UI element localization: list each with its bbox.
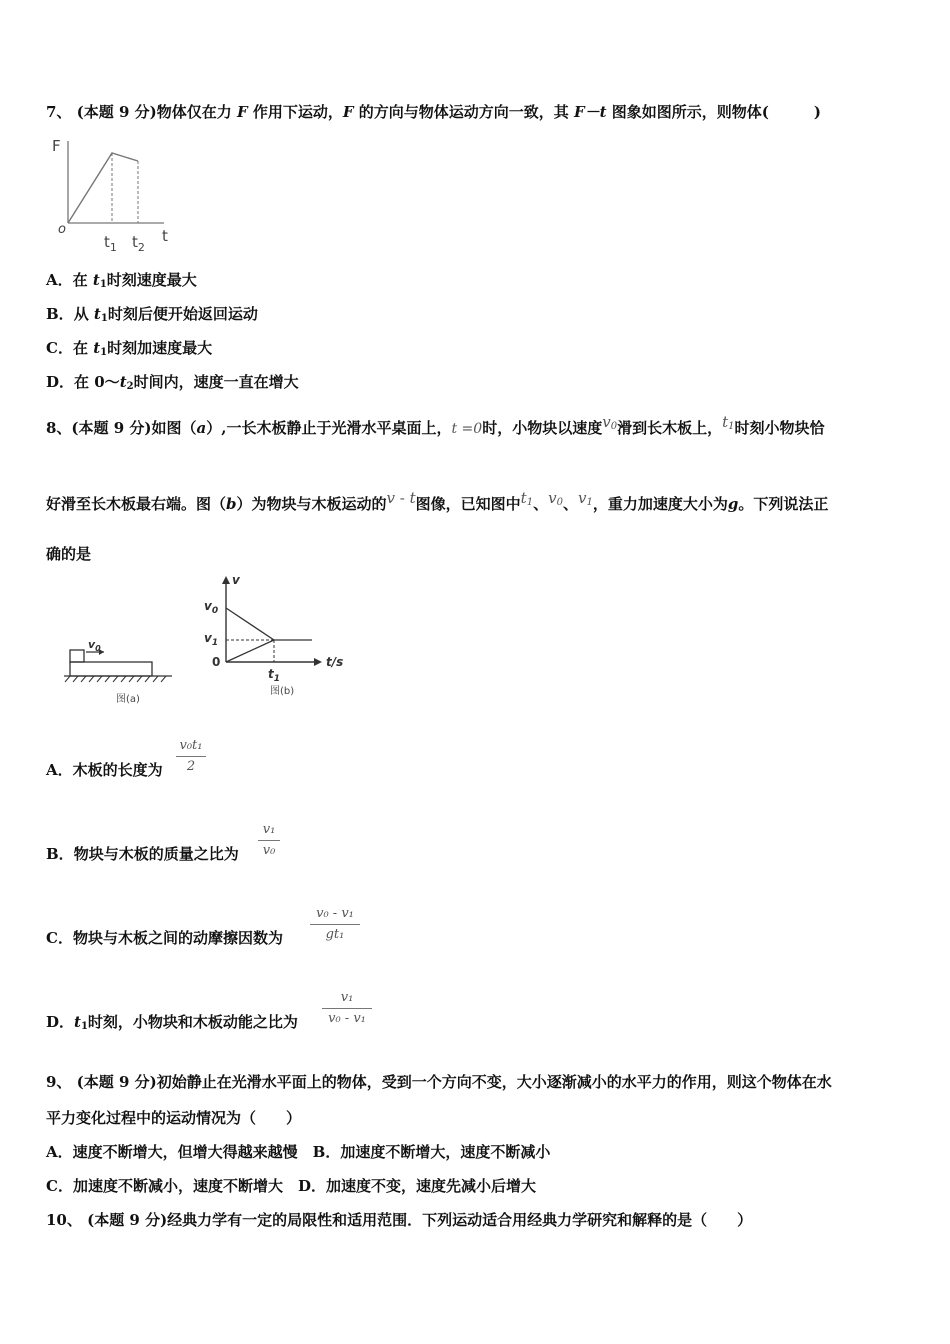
q7-option-b[interactable]: B．从 $t_1$时刻后便开始返回运动 xyxy=(46,305,258,324)
q8-figb-t1: $t_1$ xyxy=(268,667,281,684)
q8-option-b[interactable]: B．物块与木板的质量之比为 xyxy=(46,845,239,863)
q8-figb-t-axis: t/s xyxy=(326,655,344,669)
q8-figa-v0: $v_0$ xyxy=(88,638,101,653)
q9-stem-line1: 9、 (本题 9 分)初始静止在光滑水平面上的物体，受到一个方向不变，大小逐渐减小的水平力的作用，则这个物体在水 xyxy=(46,1073,832,1091)
q8-figure-b xyxy=(198,570,358,700)
q8-figb-caption: 图(b) xyxy=(270,686,295,697)
q8-option-d-fraction: v₁ v₀ - v₁ xyxy=(322,990,372,1027)
q10-stem: 10、 (本题 9 分)经典力学有一定的局限性和适用范围．下列运动适合用经典力学研究和解释的是（ ） xyxy=(46,1211,753,1229)
q9-options-row2[interactable]: C．加速度不断减小，速度不断增大 D．加速度不变，速度先减小后增大 xyxy=(46,1177,536,1195)
q8-stem-line1: 8、(本题 9 分)如图（a）,一长木板静止于光滑水平桌面上，t =0时，小物块以速度$v_0$滑到长木板上，$t_1$时刻小物块恰 xyxy=(46,413,825,437)
q8-option-c-fraction: v₀ - v₁ gt₁ xyxy=(310,906,360,943)
q7-graph-t2: $t_2$ xyxy=(132,233,145,254)
q7-stem: 7、 (本题 9 分)物体仅在力 F 作用下运动，F 的方向与物体运动方向一致，其 F－t 图象如图所示，则物体( ) xyxy=(46,103,821,121)
q8-figb-zero: 0 xyxy=(212,655,221,669)
q7-graph-y-label: F xyxy=(52,137,61,155)
q8-option-b-fraction: v₁ v₀ xyxy=(258,822,280,859)
q7-force-time-graph xyxy=(46,135,186,257)
q7-option-a[interactable]: A．在 $t_1$时刻速度最大 xyxy=(46,271,197,290)
q9-stem-line2: 平力变化过程中的运动情况为（ ） xyxy=(46,1109,302,1127)
q7-graph-origin: o xyxy=(58,222,66,237)
q8-option-a[interactable]: A．木板的长度为 xyxy=(46,761,163,779)
q8-figb-v0: $v_0$ xyxy=(204,599,219,616)
q7-option-d[interactable]: D．在 $0\sim t_2$时间内，速度一直在增大 xyxy=(46,373,299,392)
q8-option-c[interactable]: C．物块与木板之间的动摩擦因数为 xyxy=(46,929,283,947)
q8-figb-v-axis: v xyxy=(232,573,240,587)
q8-figb-v1: $v_1$ xyxy=(204,631,219,648)
q8-option-d[interactable]: D．$t_1$时刻，小物块和木板动能之比为 xyxy=(46,1013,298,1032)
q8-stem-line2: 好滑至长木板最右端。图（b）为物块与木板运动的v - t图像，已知图中$t_1$、$v_0$、$v_1$，重力加速度大小为g。下列说法正 xyxy=(46,489,829,513)
q8-figure-a xyxy=(60,636,180,708)
q7-graph-t1: $t_1$ xyxy=(104,233,117,254)
q8-figa-caption: 图(a) xyxy=(116,694,140,705)
q7-option-c[interactable]: C．在 $t_1$时刻加速度最大 xyxy=(46,339,213,358)
q8-stem-line3: 确的是 xyxy=(46,545,92,563)
q9-options-row1[interactable]: A．速度不断增大，但增大得越来越慢 B．加速度不断增大，速度不断减小 xyxy=(46,1143,551,1161)
q7-graph-x-label: t xyxy=(162,227,168,245)
q8-option-a-fraction: v₀t₁ 2 xyxy=(176,738,206,775)
